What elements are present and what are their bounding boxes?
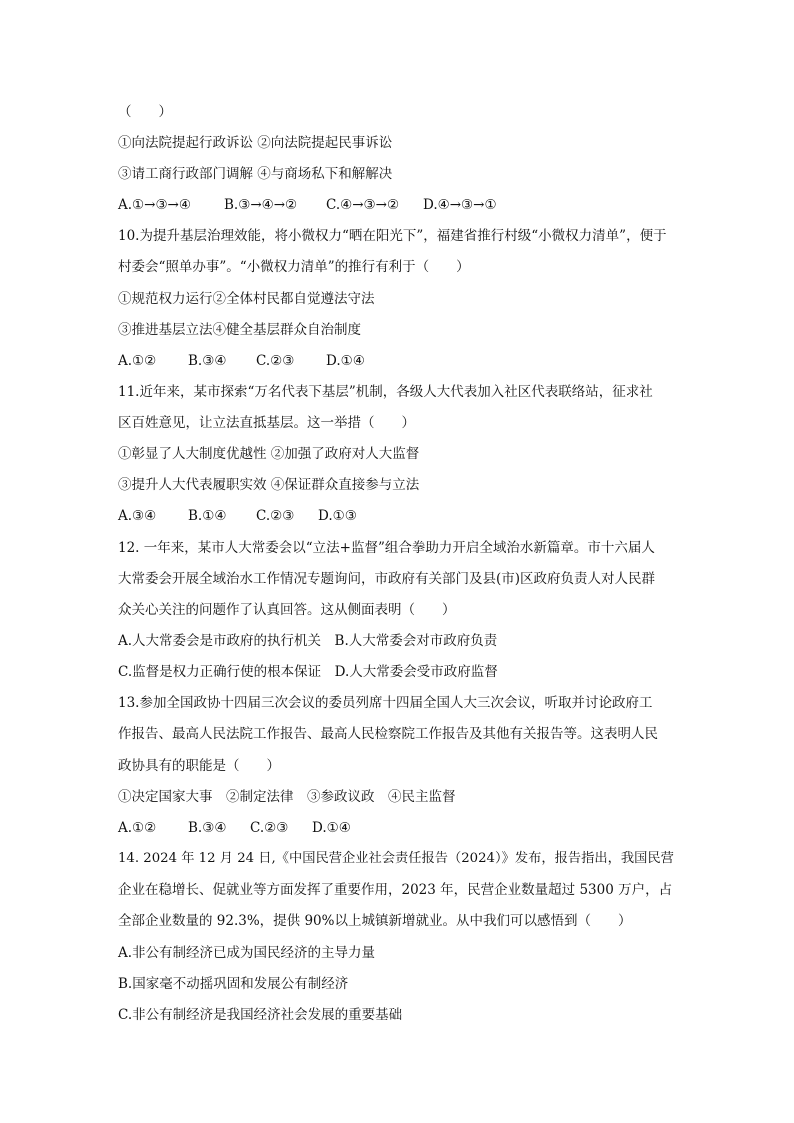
q13-options [118, 820, 676, 836]
q10-options [118, 353, 676, 369]
q11-option-d: D.①③ [318, 508, 357, 524]
q10-items-a: ①规范权力运行②全体村民都自觉遵法守法 [118, 291, 375, 307]
q9-option-c: C.④→③→② [326, 197, 400, 213]
q10-option-a: A.①② [118, 353, 157, 369]
q13-stem-line-1: 13.参加全国政协十四届三次会议的委员列席十四届全国人大三次会议，听取并讨论政府工 [118, 695, 653, 711]
q9-option-d: D.④→③→① [423, 197, 497, 213]
q9-items-b: ③请工商行政部门调解 ④与商场私下和解解决 [118, 166, 393, 182]
q12-stem-line-2: 大常委会开展全域治水工作情况专题询问，市政府有关部门及县(市)区政府负责人对人民群 [118, 571, 656, 587]
q14-option-c: C.非公有制经济是我国经济社会发展的重要基础 [118, 1007, 403, 1023]
q10-items-b: ③推进基层立法④健全基层群众自治制度 [118, 322, 361, 338]
q12-options-cd: C.监督是权力正确行使的根本保证 D.人大常委会受市政府监督 [118, 664, 498, 680]
q10-option-c: C.②③ [256, 353, 295, 369]
q11-option-a: A.③④ [118, 508, 157, 524]
q9-items-a: ①向法院提起行政诉讼 ②向法院提起民事诉讼 [118, 135, 393, 151]
q10-option-b: B.③④ [188, 353, 227, 369]
q12-stem-line-1: 12. 一年来，某市人大常委会以“立法+监督”组合拳助力开启全域治水新篇章。市十六届人 [118, 540, 655, 556]
q9-options [118, 197, 676, 213]
q11-items-b: ③提升人大代表履职实效 ④保证群众直接参与立法 [118, 477, 420, 493]
q11-options [118, 508, 676, 524]
q13-items: ①决定国家大事 ②制定法律 ③参政议政 ④民主监督 [118, 789, 456, 805]
q9-option-b: B.③→④→② [224, 197, 298, 213]
q14-stem-line-3: 全部企业数量的 92.3%，提供 90%以上城镇新增就业。从中我们可以感悟到（ ） [118, 913, 632, 929]
q12-stem-line-3: 众关心关注的问题作了认真回答。这从侧面表明（ ） [118, 602, 456, 618]
q10-stem-line-1: 10.为提升基层治理效能，将小微权力“晒在阳光下”，福建省推行村级“小微权力清单”，便于 [118, 228, 667, 244]
q11-stem-line-2: 区百姓意见，让立法直抵基层。这一举措（ ） [118, 415, 415, 431]
q13-stem-line-2: 作报告、最高人民法院工作报告、最高人民检察院工作报告及其他有关报告等。这表明人民 [118, 726, 658, 742]
q13-option-a: A.①② [118, 820, 157, 836]
q14-stem-line-1: 14. 2024 年 12 月 24 日,《中国民营企业社会责任报告（2024）》发布，报告指出，我国民营 [118, 851, 674, 866]
q11-option-b: B.①④ [188, 508, 227, 524]
q11-stem-line-1: 11.近年来，某市探索“万名代表下基层”机制，各级人大代表加入社区代表联络站，征求社 [118, 384, 653, 400]
q11-option-c: C.②③ [256, 508, 295, 524]
q10-option-d: D.①④ [326, 353, 365, 369]
q14-stem-line-2: 企业在稳增长、促就业等方面发挥了重要作用，2023 年，民营企业数量超过 5300 万户，占 [118, 882, 673, 898]
q13-stem-line-3: 政协具有的职能是（ ） [118, 758, 280, 774]
q9-answer-paren: （ ） [118, 104, 172, 120]
q12-options-ab: A.人大常委会是市政府的执行机关 B.人大常委会对市政府负责 [118, 633, 498, 649]
q10-stem-line-2: 村委会“照单办事”。“小微权力清单”的推行有利于（ ） [118, 259, 470, 275]
q13-option-c: C.②③ [250, 820, 289, 836]
q13-option-d: D.①④ [312, 820, 351, 836]
q14-option-a: A.非公有制经济已成为国民经济的主导力量 [118, 945, 376, 961]
q14-option-b: B.国家毫不动摇巩固和发展公有制经济 [118, 976, 349, 992]
q9-option-a: A.①→③→④ [118, 197, 191, 213]
q13-option-b: B.③④ [188, 820, 227, 836]
q11-items-a: ①彰显了人大制度优越性 ②加强了政府对人大监督 [118, 446, 420, 462]
